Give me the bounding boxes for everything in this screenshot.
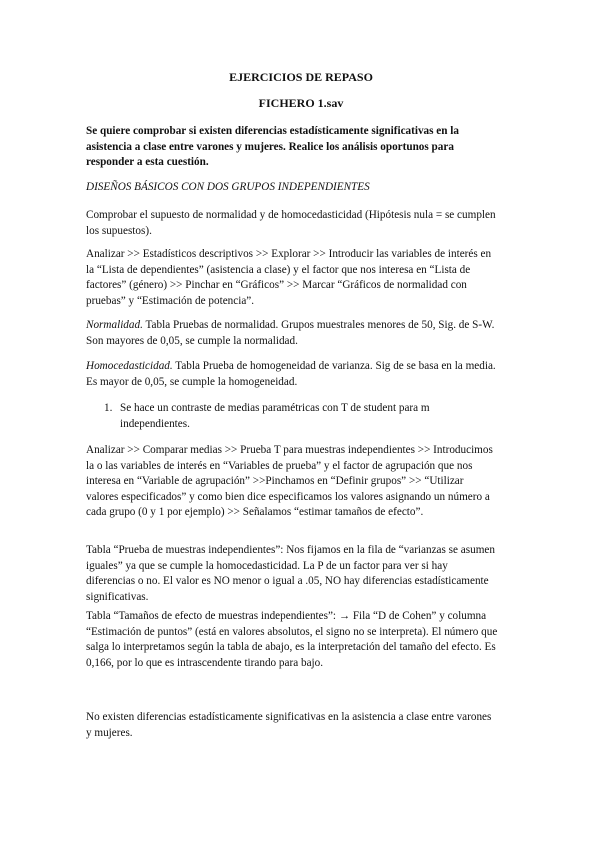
intro-paragraph: Se quiere comprobar si existen diferencias estadísticamente significativas en la asistencia a clase entre varones y mujeres. Realice los análisis oportunos para responder a esta cuestión. — [86, 125, 459, 168]
list-item-number: 1. — [104, 402, 113, 414]
paragraph-normality — [86, 318, 498, 349]
paragraph-conclusion: No existen diferencias estadísticamente significativas en la asistencia a clase entre varones y mujeres. — [86, 711, 492, 739]
list-item — [104, 401, 484, 432]
title-main: EJERCICIOS DE REPASO — [229, 70, 373, 84]
homoscedasticity-label: Homocedasticidad. — [86, 360, 173, 372]
normality-label: Normalidad. — [86, 319, 143, 331]
normality-text: Tabla Pruebas de normalidad. Grupos muestrales menores de 50, Sig. de S-W. Son mayores de 0,05, se cumple la normalidad. — [86, 319, 495, 347]
paragraph-assumptions: Comprobar el supuesto de normalidad y de homocedasticidad (Hipótesis nula = se cumplen los supuestos). — [86, 209, 496, 237]
paragraph-homoscedasticity — [86, 359, 498, 390]
title-file: FICHERO 1.sav — [258, 96, 344, 110]
paragraph-ttest-steps: Analizar >> Comparar medias >> Prueba T para muestras independientes >> Introducimos la o las variables de interés en “Variables de prueba” y el factor de agrupación que nos interesa en “Variable de agrupación” >>Pinchamos en “Definir grupos” >> “Utilizar valores especificados” y como bien dice especificamos los valores asignando un número a cada grupo (0 y 1 por ejemplo) >> Señalamos “estimar tamaños de efecto”. — [86, 444, 493, 518]
homoscedasticity-text: Tabla Prueba de homogeneidad de varianza. Sig de se basa en la media. Es mayor de 0,05, se cumple la homogeneidad. — [86, 360, 496, 388]
section-heading: DISEÑOS BÁSICOS CON DOS GRUPOS INDEPENDIENTES — [86, 181, 370, 193]
paragraph-independent-samples: Tabla “Prueba de muestras independientes”: Nos fijamos en la fila de “varianzas se asumen iguales” ya que se cumple la homocedasticidad. La P de un factor para ver si hay diferencias o no. El valor es NO menor o igual a .05, NO hay diferencias estadísticamente significativas. — [86, 544, 495, 603]
paragraph-explore-steps: Analizar >> Estadísticos descriptivos >> Explorar >> Introducir las variables de interés en la “Lista de dependientes” (asistencia a clase) y el factor que nos interesa en “Lista de factores” (género) >> Pinchar en “Gráficos” >> Marcar “Gráficos de normalidad con pruebas” y “Estimación de potencia”. — [86, 248, 492, 307]
paragraph-effect-size: Tabla “Tamaños de efecto de muestras independientes”: → Fila “D de Cohen” y columna “Estimación de puntos” (está en valores absolutos, el signo no se interpreta). El número que salga lo interpretamos según la tabla de abajo, es la interpretación del tamaño del efecto. Es 0,166, por lo que es intrascendente tirando para bajo. — [86, 610, 498, 669]
list-item-text: Se hace un contraste de medias paramétricas con T de student para m independientes. — [120, 402, 430, 430]
